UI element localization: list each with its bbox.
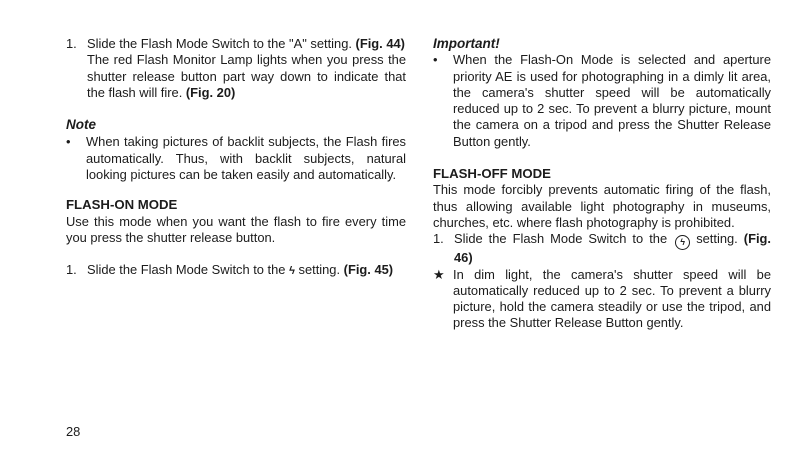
figure-reference: (Fig. 44) — [355, 36, 405, 51]
figure-reference: (Fig. 20) — [185, 84, 236, 100]
flash-off-step-1 — [433, 231, 771, 266]
note-text: When taking pictures of backlit subjects, the Flash fires automatically. Thus, with backlit subjects, natural looking pictures can be taken easily and automatically. — [86, 134, 406, 183]
step-text: Slide the Flash Mode Switch to the "A" setting. — [87, 36, 352, 51]
bullet-mark: • — [66, 134, 71, 150]
step-text-setting: setting. — [696, 231, 738, 247]
note-bullet — [66, 134, 406, 183]
bullet-mark: • — [433, 52, 438, 68]
flash-icon: ϟ — [289, 265, 295, 278]
important-bullet — [433, 52, 771, 150]
flash-on-intro: Use this mode when you want the flash to fire every time you press the shutter release button. — [66, 213, 406, 245]
star-note — [433, 267, 771, 332]
step-text: Slide the Flash Mode Switch to the — [87, 262, 286, 278]
step-number: 1. — [433, 231, 444, 247]
step-description: The red Flash Monitor Lamp lights when you press the shutter release button part way down to indicate that the flash will fire. (Fig. 20) — [87, 52, 406, 100]
star-note-text: In dim light, the camera's shutter speed will be automatically reduced up to 2 sec. To prevent a blurry picture, hold the camera steadily or use the tripod, and press the Shutter Release Button gently. — [453, 266, 771, 331]
page-number: 28 — [66, 424, 81, 439]
important-text: When the Flash-On Mode is selected and aperture priority AE is used for photographing in a dimly lit area, the camera's shutter speed will be automatically reduced up to 2 sec. To prevent a blurry picture, mount the camera on a tripod and press the Shutter Release Button gently. — [453, 52, 771, 149]
figure-reference: (Fig. 45) — [343, 262, 394, 278]
important-heading: Important! — [433, 36, 500, 51]
step-text-setting: setting. — [298, 262, 341, 278]
right-column — [433, 36, 771, 332]
star-icon: ★ — [433, 266, 445, 282]
flash-off-icon: ϟ — [675, 235, 690, 250]
flash-off-heading: FLASH-OFF MODE — [433, 166, 551, 182]
flash-on-step-1 — [66, 262, 406, 279]
left-column — [66, 36, 406, 280]
flash-on-heading: FLASH-ON MODE — [66, 197, 178, 213]
flash-auto-step-1 — [66, 36, 406, 101]
flash-off-intro: This mode forcibly prevents automatic firing of the flash, thus allowing available light photography in museums, churches, etc. where flash photography is prohibited. — [433, 182, 771, 230]
step-number: 1. — [66, 262, 77, 278]
step-number: 1. — [66, 36, 77, 51]
figure-reference: (Fig. 46) — [454, 231, 771, 266]
step-text: Slide the Flash Mode Switch to the — [454, 231, 668, 247]
note-heading: Note — [66, 117, 96, 133]
